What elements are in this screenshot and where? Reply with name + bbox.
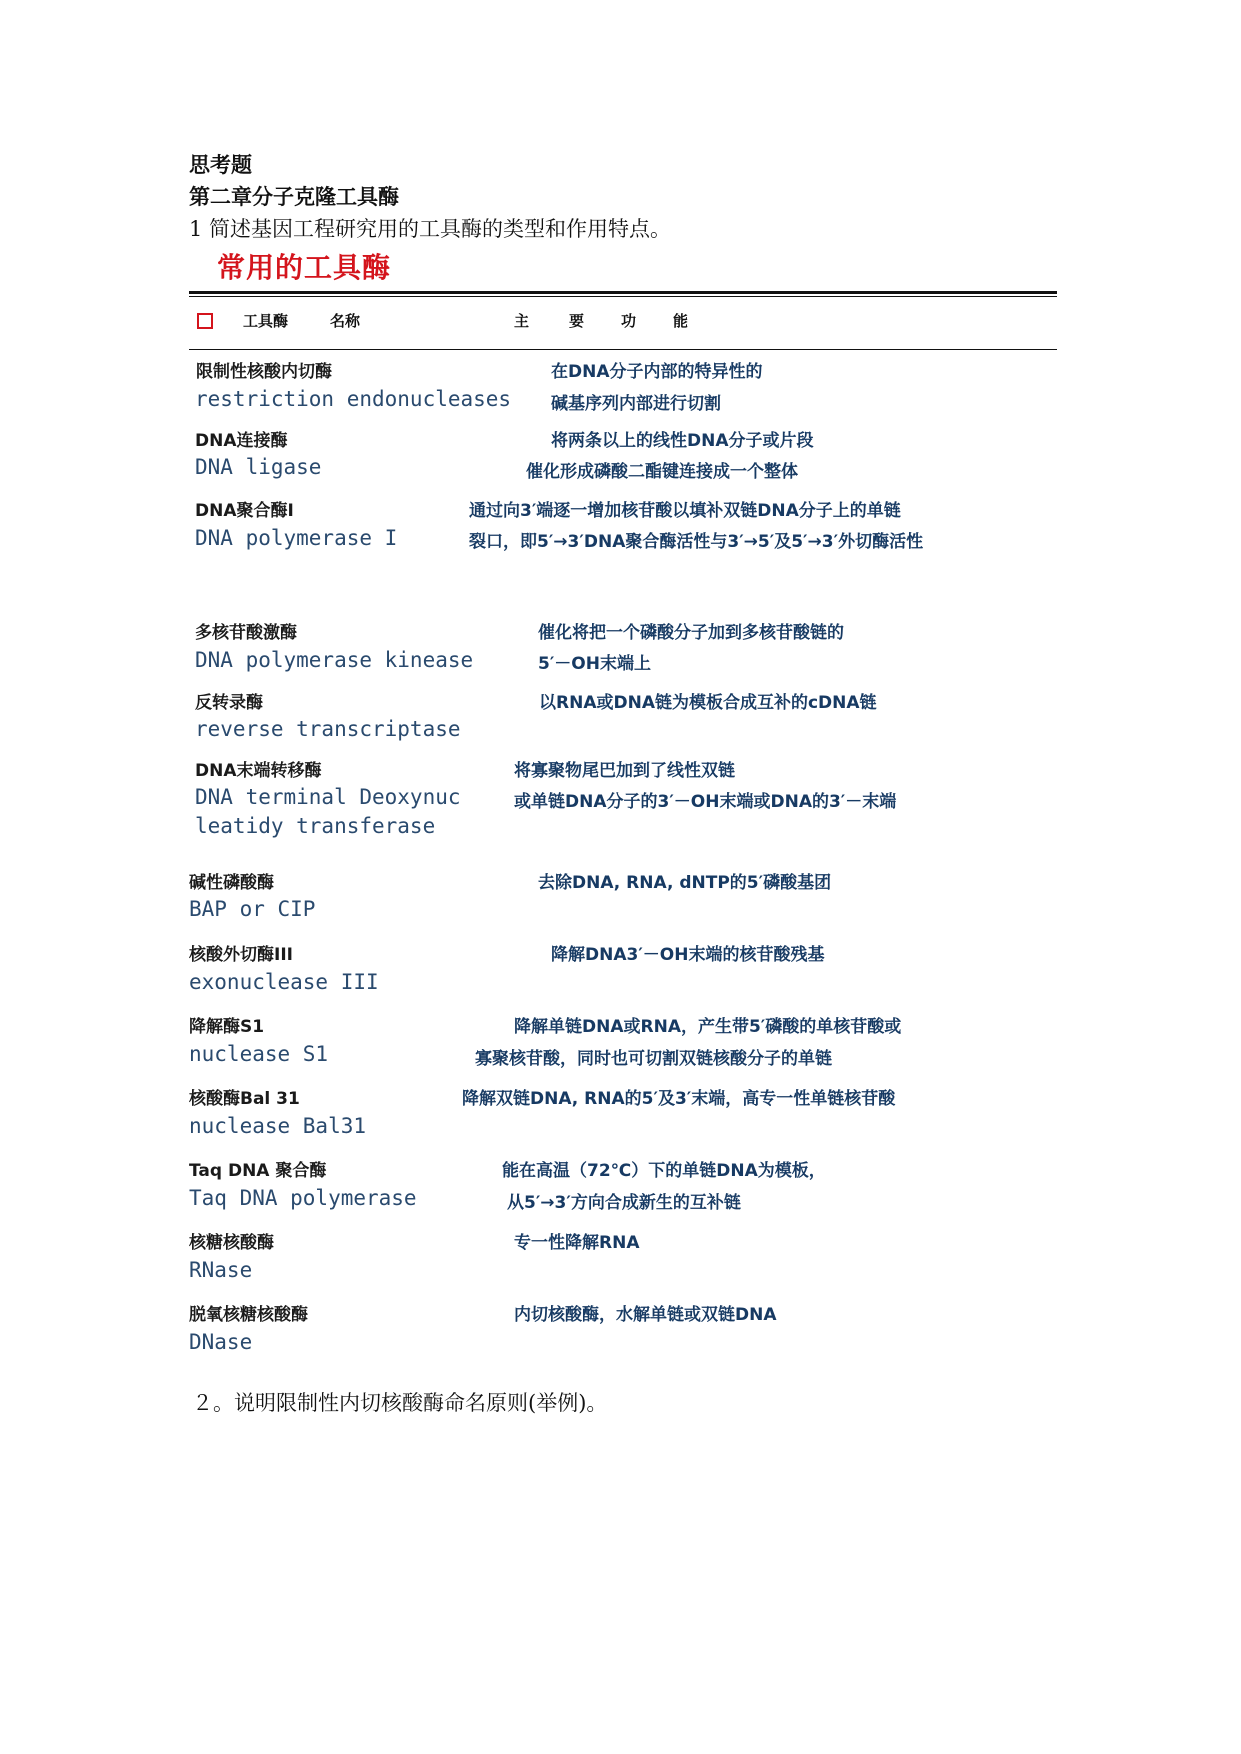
enzyme-function-line1: 通过向3′端逐一增加核苷酸以填补双链DNA分子上的单链 — [469, 501, 901, 521]
enzyme-cn-name: DNA聚合酶I — [195, 501, 294, 521]
enzyme-function-line1: 以RNA或DNA链为模板合成互补的cDNA链 — [539, 693, 877, 713]
enzyme-function-line1: 催化将把一个磷酸分子加到多核苷酸链的 — [538, 623, 844, 643]
enzyme-function-line1: 在DNA分子内部的特异性的 — [551, 362, 763, 382]
enzyme-function-line1: 专一性降解RNA — [514, 1233, 640, 1253]
enzyme-function-line2: 寡聚核苷酸，同时也可切割双链核酸分子的单链 — [475, 1049, 832, 1069]
table-top-rule-thin — [189, 296, 1057, 297]
enzyme-cn-name: 多核苷酸激酶 — [195, 623, 297, 643]
enzyme-cn-name: 脱氧核糖核酸酶 — [189, 1305, 308, 1325]
enzyme-function-line2: 5′－OH末端上 — [538, 654, 651, 674]
header-col-enzyme: 工具酶 — [243, 312, 289, 330]
enzyme-function-line1: 降解单链DNA或RNA，产生带5′磷酸的单核苷酸或 — [514, 1017, 902, 1037]
enzyme-en-name: DNA ligase — [195, 455, 322, 479]
table-top-rule — [189, 291, 1057, 294]
enzyme-function-line2: 裂口，即5′→3′DNA聚合酶活性与3′→5′及5′→3′外切酶活性 — [469, 532, 924, 552]
bullet-square-icon — [197, 313, 213, 329]
heading-questions: 思考题 — [189, 152, 252, 177]
enzyme-cn-name: 核糖核酸酶 — [189, 1233, 274, 1253]
enzyme-function-line1: 降解DNA3′－OH末端的核苷酸残基 — [551, 945, 825, 965]
header-col-function-1: 主 — [514, 312, 530, 330]
enzyme-en-name: DNA polymerase I — [195, 526, 398, 550]
enzyme-cn-name: DNA末端转移酶 — [195, 761, 322, 781]
header-col-function-4: 能 — [673, 312, 689, 330]
enzyme-cn-name: 降解酶S1 — [189, 1017, 265, 1037]
enzyme-function-line1: 将两条以上的线性DNA分子或片段 — [551, 431, 814, 451]
enzyme-en-name: nuclease S1 — [189, 1042, 329, 1066]
enzyme-function-line1: 将寡聚物尾巴加到了线性双链 — [514, 761, 735, 781]
enzyme-en-name: DNA polymerase kinease — [195, 648, 474, 672]
enzyme-en-name: DNA terminal Deoxynuc — [195, 785, 461, 809]
header-col-function-2: 要 — [569, 312, 585, 330]
enzyme-en-name: restriction endonucleases — [195, 387, 512, 411]
enzyme-cn-name: 反转录酶 — [195, 693, 263, 713]
enzyme-en-name: DNase — [189, 1330, 253, 1354]
enzyme-table-figure — [189, 244, 1057, 1377]
figure-title: 常用的工具酶 — [217, 251, 392, 284]
enzyme-en-name: Taq DNA polymerase — [189, 1186, 417, 1210]
enzyme-function-line2: 碱基序列内部进行切割 — [551, 394, 721, 414]
enzyme-en-name: BAP or CIP — [189, 897, 316, 921]
header-bottom-rule — [189, 349, 1057, 350]
heading-chapter: 第二章分子克隆工具酶 — [189, 184, 399, 209]
enzyme-en-name: exonuclease III — [189, 970, 379, 994]
enzyme-en-name: nuclease Bal31 — [189, 1114, 367, 1138]
enzyme-cn-name: 限制性核酸内切酶 — [196, 362, 332, 382]
enzyme-cn-name: 碱性磷酸酶 — [189, 873, 274, 893]
header-col-name: 名称 — [330, 312, 361, 330]
enzyme-function-line1: 内切核酸酶，水解单链或双链DNA — [514, 1305, 777, 1325]
enzyme-function-line1: 降解双链DNA, RNA的5′及3′末端，高专一性单链核苷酸 — [462, 1089, 896, 1109]
enzyme-function-line1: 去除DNA, RNA, dNTP的5′磷酸基团 — [538, 873, 832, 893]
enzyme-function-line2: 或单链DNA分子的3′－OH末端或DNA的3′－末端 — [514, 792, 897, 812]
enzyme-en-name-cont: leatidy transferase — [195, 814, 436, 838]
enzyme-cn-name: Taq DNA 聚合酶 — [189, 1161, 327, 1181]
enzyme-function-line1: 能在高温（72℃）下的单链DNA为模板， — [502, 1161, 826, 1181]
enzyme-cn-name: 核酸外切酶III — [189, 945, 293, 965]
header-col-function-3: 功 — [621, 312, 637, 330]
enzyme-en-name: RNase — [189, 1258, 253, 1282]
enzyme-function-line2: 催化形成磷酸二酯键连接成一个整体 — [526, 462, 798, 482]
question-2: ２。说明限制性内切核酸酶命名原则(举例)。 — [192, 1391, 608, 1415]
enzyme-en-name: reverse transcriptase — [195, 717, 461, 741]
enzyme-cn-name: DNA连接酶 — [195, 431, 288, 451]
enzyme-function-line2: 从5′→3′方向合成新生的互补链 — [507, 1193, 741, 1213]
enzyme-cn-name: 核酸酶Bal 31 — [189, 1089, 300, 1109]
question-1: 1 简述基因工程研究用的工具酶的类型和作用特点。 — [189, 217, 672, 241]
